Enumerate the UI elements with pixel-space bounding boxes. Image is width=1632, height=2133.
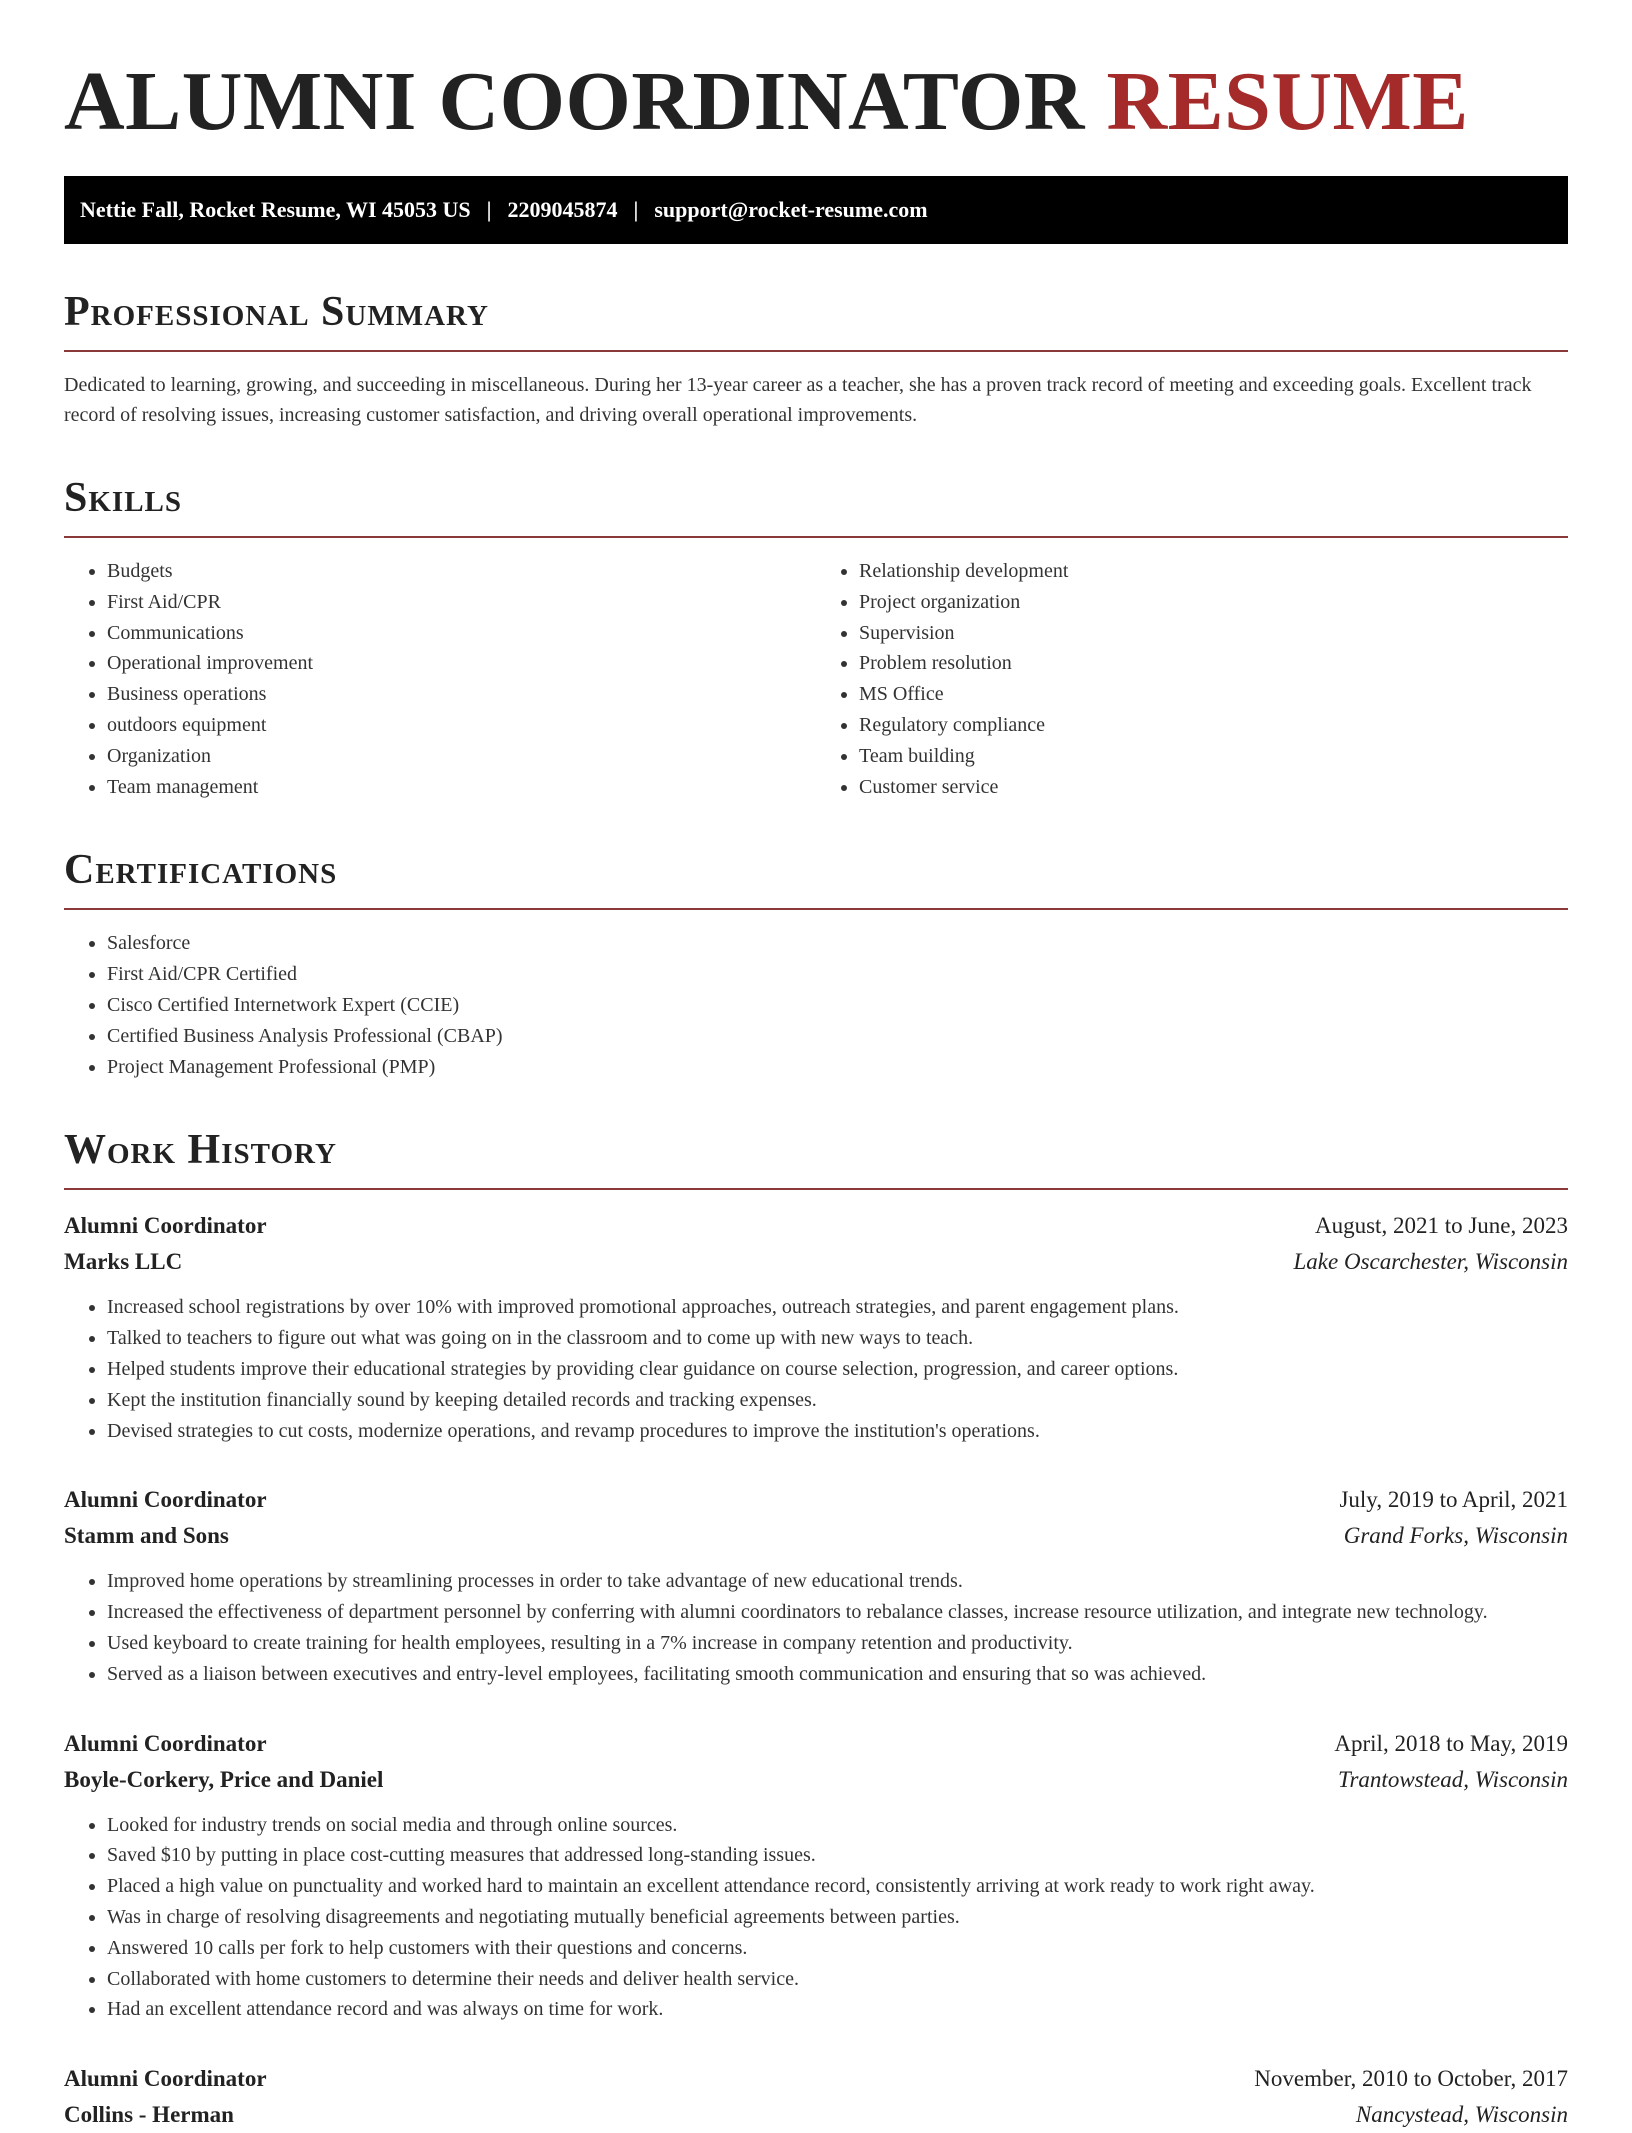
skill-item: • Team building [859, 741, 1568, 772]
skill-item: • Operational improvement [107, 648, 816, 679]
job-header-row [64, 1482, 1568, 1518]
section-title-summary: Professional Summary [64, 288, 1568, 352]
contact-address: Nettie Fall, Rocket Resume, WI 45053 US [80, 197, 471, 222]
job-bullet: • Used keyboard to create training for health employees, resulting in a 7% increase in company retention and productivity. [107, 1628, 1568, 1659]
job-company: Marks LLC [64, 1249, 183, 1275]
skill-item: • outdoors equipment [107, 710, 816, 741]
certification-item: • Salesforce [107, 928, 1568, 959]
job-entry [64, 1208, 1568, 1446]
job-bullet: • Helped students improve their educational strategies by providing clear guidance on course selection, progression, and career options. [107, 1354, 1568, 1385]
contact-separator: | [633, 197, 639, 222]
work-history-section [64, 1126, 1568, 2133]
contact-separator: | [486, 197, 492, 222]
skill-item: • Budgets [107, 556, 816, 587]
skills-section [64, 474, 1568, 802]
job-dates: April, 2018 to May, 2019 [1334, 1730, 1568, 1756]
job-bullets [64, 1566, 1568, 1689]
skill-item: • Relationship development [859, 556, 1568, 587]
job-company: Boyle-Corkery, Price and Daniel [64, 1766, 384, 1792]
job-bullets [64, 1810, 1568, 2026]
job-entry [64, 1726, 1568, 2026]
job-dates: August, 2021 to June, 2023 [1315, 1213, 1568, 1239]
job-dates: July, 2019 to April, 2021 [1339, 1487, 1568, 1513]
certifications-section [64, 846, 1568, 1082]
section-title-work-history: Work History [64, 1126, 1568, 1190]
title-main: ALUMNI COORDINATOR [64, 55, 1085, 148]
job-company-row [64, 1244, 1568, 1280]
job-location: Lake Oscarchester, Wisconsin [1293, 1249, 1568, 1275]
job-bullet: • Devised strategies to cut costs, modernize operations, and revamp procedures to improve the institution's operations. [107, 1416, 1568, 1447]
job-entry [64, 1482, 1568, 1689]
job-company: Stamm and Sons [64, 1523, 229, 1549]
certifications-list [64, 928, 1568, 1082]
certification-item: • Certified Business Analysis Professional (CBAP) [107, 1021, 1568, 1052]
job-bullet: • Saved $10 by putting in place cost-cutting measures that addressed long-standing issues. [107, 1840, 1568, 1871]
job-bullet: • Served as a liaison between executives and entry-level employees, facilitating smooth communication and ensuring that so was achieved. [107, 1659, 1568, 1690]
job-company-row [64, 2097, 1568, 2133]
skill-item: • Team management [107, 772, 816, 803]
section-title-skills: Skills [64, 474, 1568, 538]
job-company-row [64, 1762, 1568, 1798]
certification-item: • First Aid/CPR Certified [107, 959, 1568, 990]
contact-phone: 2209045874 [507, 197, 618, 222]
certification-item: • Cisco Certified Internetwork Expert (CCIE) [107, 990, 1568, 1021]
job-header-row [64, 2061, 1568, 2097]
section-title-certifications: Certifications [64, 846, 1568, 910]
skill-item: • MS Office [859, 679, 1568, 710]
certification-item: • Project Management Professional (PMP) [107, 1052, 1568, 1083]
job-company-row [64, 1518, 1568, 1554]
skills-list-right [816, 556, 1568, 802]
job-bullet: • Was in charge of resolving disagreements and negotiating mutually beneficial agreements between parties. [107, 1902, 1568, 1933]
contact-bar [64, 176, 1568, 244]
job-dates: November, 2010 to October, 2017 [1254, 2066, 1568, 2092]
job-bullet: • Had an excellent attendance record and was always on time for work. [107, 1994, 1568, 2025]
job-location: Nancystead, Wisconsin [1355, 2102, 1568, 2128]
job-header-row [64, 1208, 1568, 1244]
job-company: Collins - Herman [64, 2102, 234, 2128]
title-accent: RESUME [1106, 55, 1469, 148]
skill-item: • Organization [107, 741, 816, 772]
job-title: Alumni Coordinator [64, 1730, 267, 1756]
job-bullet: • Increased the effectiveness of department personnel by conferring with alumni coordinators to rebalance classes, increase resource utilization, and integrate new technology. [107, 1597, 1568, 1628]
job-title: Alumni Coordinator [64, 1487, 267, 1513]
skill-item: • Communications [107, 618, 816, 649]
skill-item: • Project organization [859, 587, 1568, 618]
job-bullet: • Looked for industry trends on social media and through online sources. [107, 1810, 1568, 1841]
job-bullet: • Collaborated with home customers to determine their needs and deliver health service. [107, 1964, 1568, 1995]
resume-title [64, 52, 1568, 152]
job-location: Grand Forks, Wisconsin [1343, 1523, 1568, 1549]
job-bullet: • Answered 10 calls per fork to help customers with their questions and concerns. [107, 1933, 1568, 1964]
skill-item: • Supervision [859, 618, 1568, 649]
skill-item: • Regulatory compliance [859, 710, 1568, 741]
skills-list-left [64, 556, 816, 802]
job-bullet: • Talked to teachers to figure out what was going on in the classroom and to come up with new ways to teach. [107, 1323, 1568, 1354]
job-bullet: • Kept the institution financially sound by keeping detailed records and tracking expenses. [107, 1385, 1568, 1416]
job-bullet: • Improved home operations by streamlining processes in order to take advantage of new educational trends. [107, 1566, 1568, 1597]
job-bullet: • Placed a high value on punctuality and worked hard to maintain an excellent attendance record, consistently arriving at work ready to work right away. [107, 1871, 1568, 1902]
skills-grid [64, 538, 1568, 802]
job-header-row [64, 1726, 1568, 1762]
job-title: Alumni Coordinator [64, 2066, 267, 2092]
contact-email: support@rocket-resume.com [654, 197, 928, 222]
job-entry [64, 2061, 1568, 2133]
skill-item: • Problem resolution [859, 648, 1568, 679]
job-bullet: • Increased school registrations by over 10% with improved promotional approaches, outreach strategies, and parent engagement plans. [107, 1292, 1568, 1323]
job-location: Trantowstead, Wisconsin [1337, 1766, 1568, 1792]
summary-text: Dedicated to learning, growing, and succeeding in miscellaneous. During her 13-year career as a teacher, she has a proven track record of meeting and exceeding goals. Excellent track record of resolving issues, increasing customer satisfaction, and driving overall operational improvements. [64, 374, 1532, 426]
job-bullets [64, 1292, 1568, 1446]
skill-item: • Business operations [107, 679, 816, 710]
job-title: Alumni Coordinator [64, 1213, 267, 1239]
professional-summary-section [64, 288, 1568, 430]
skill-item: • Customer service [859, 772, 1568, 803]
skill-item: • First Aid/CPR [107, 587, 816, 618]
